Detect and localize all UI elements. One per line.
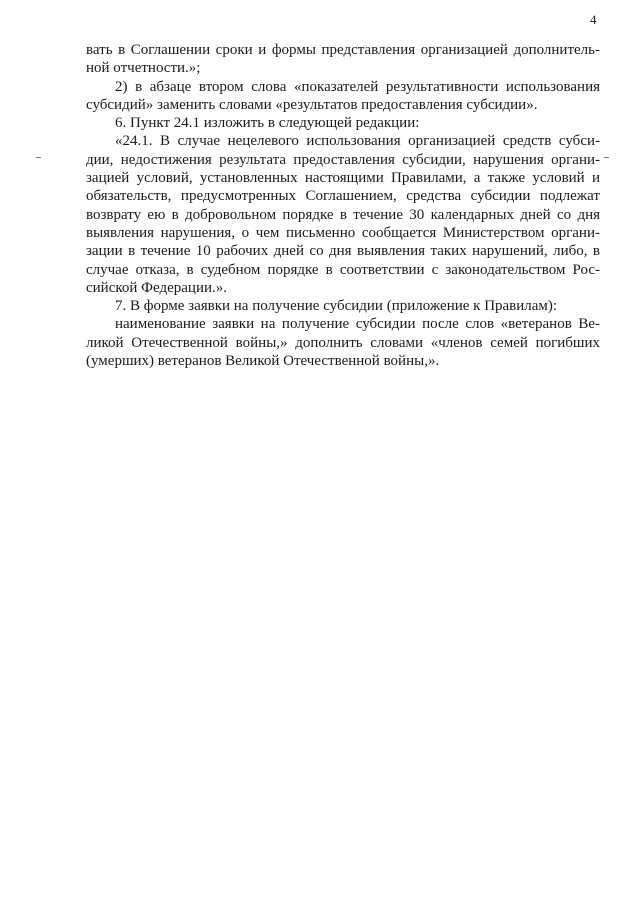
text-line: вать в Соглашении сроки и формы представления организацией дополнитель- [86,42,600,58]
text-line: (умерших) ветеранов Великой Отечественной войны,». [86,353,440,370]
text-line: обязательств, предусмотренных Соглашением, средства субсидии подлежат [86,188,600,205]
text-line: ликой Отечественной войны,» дополнить словами «членов семей погибших [86,334,600,351]
text-line: 7. В форме заявки на получение субсидии (приложение к Правилам): [115,298,558,315]
text-line: наименование заявки на получение субсидии после слов «ветеранов Ве- [115,316,600,333]
text-line: субсидий» заменить словами «результатов предоставления субсидии». [86,96,538,113]
document-body [86,41,600,370]
text-line: ной отчетности.»; [86,60,201,77]
text-line: дии, недостижения результата предоставления субсидии, нарушения органи- [86,151,600,168]
text-line: зацией условий, установленных настоящими Правилами, а также условий и [86,170,600,187]
text-line: случае отказа, в судебном порядке в соответствии с законодательством Рос- [86,261,600,278]
text-line: сийской Федерации.». [86,279,228,296]
text-line: 6. Пункт 24.1 изложить в следующей редакции: [115,115,420,132]
text-line: выявления нарушения, о чем письменно сообщается Министерством органи- [86,224,600,241]
text-line: возврату ею в добровольном порядке в течение 30 календарных дней со дня [86,206,600,223]
scan-mark-right [604,157,609,158]
text-line: 2) в абзаце втором слова «показателей результативности использования [115,78,600,95]
scan-mark-left [36,157,41,158]
text-line: зации в течение 10 рабочих дней со дня выявления таких нарушений, либо, в [86,243,600,260]
page-number: 4 [590,12,597,27]
text-line: «24.1. В случае нецелевого использования организацией средств субси- [115,133,600,150]
